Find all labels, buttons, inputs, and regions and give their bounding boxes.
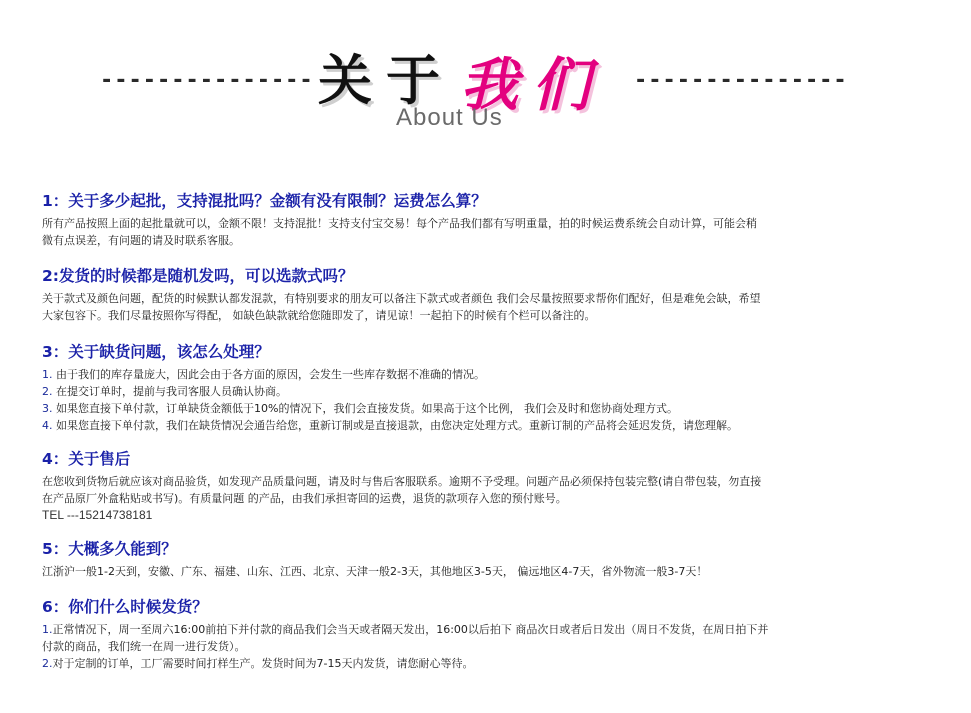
list-item [42,366,842,383]
faq-answer-line: 大家包容下。我们尽量按照你写得配， 如缺色缺款就给您随即发了，请见谅！一起拍下的时候有个栏可以备注的。 [42,309,596,322]
faq-answer-line: 所有产品按照上面的起批量就可以，金额不限！支持混批！支持支付宝交易！每个产品我们都有写明重量，拍的时候运费系统会自动计算，可能会稍 [42,217,757,230]
faq-answer-line: 江浙沪一般1-2天到，安徽、广东、福建、山东、江西、北京、天津一般2-3天，其他地区3-5天， 偏远地区4-7天，省外物流一般3-7天！ [42,565,708,578]
faq-section-2 [42,265,842,324]
right-dash-decoration: --------------- [634,68,848,93]
list-item-number: 2. [42,385,53,398]
list-item [42,655,842,672]
list-item [42,383,842,400]
list-item [42,621,842,638]
list-item-number: 4. [42,419,53,432]
faq-answer-line: 在产品原厂外盒粘贴或书写)。有质量问题 的产品，由我们承担寄回的运费，退货的款项存入您的预付账号。 [42,492,567,505]
faq-answer-line: 关于款式及颜色问题，配货的时候默认都发混款，有特别要求的朋友可以备注下款式或者颜色 我们会尽量按照要求帮你们配好，但是难免会缺，希望 [42,292,761,305]
faq-section-6 [42,596,842,672]
faq-section-5 [42,538,842,580]
faq-question: 4：关于售后 [42,450,131,468]
faq-question: 1：关于多少起批，支持混批吗？金额有没有限制？运费怎么算？ [42,192,487,210]
faq-question: 5：大概多久能到？ [42,540,177,558]
title-pink-part: 我们 [460,51,605,119]
list-item-number: 1. [42,623,53,636]
page-subtitle: About Us [396,104,503,131]
list-item [42,400,842,417]
faq-section-4 [42,448,842,524]
list-item [42,638,842,655]
faq-section-3 [42,341,842,434]
list-item [42,417,842,434]
faq-question: 3：关于缺货问题，该怎么处理？ [42,343,270,361]
faq-question: 6：你们什么时候发货？ [42,598,208,616]
faq-answer-line: 微有点误差，有问题的请及时联系客服。 [42,234,240,247]
list-item-text: 付款的商品，我们统一在周一进行发货）。 [42,640,246,653]
faq-section-1 [42,190,842,249]
about-us-header [0,0,971,150]
title-black-part: 关于 [318,49,454,112]
list-item-text: 如果您直接下单付款，我们在缺货情况会通告给您，重新订制或是直接退款，由您决定处理方式。重新订制的产品将会延迟发货，请您理解。 [56,419,738,432]
list-item-text: 在提交订单时，提前与我司客服人员确认协商。 [56,385,287,398]
list-item-text: 正常情况下，周一至周六16:00前拍下并付款的商品我们会当天或者隔天发出，16:00以后拍下 商品次日或者后日发出（周日不发货，在周日拍下并 [52,623,769,636]
left-dash-decoration: --------------- [100,68,314,93]
faq-question: 2:发货的时候都是随机发吗，可以选款式吗？ [42,267,354,285]
contact-telephone: TEL ---15214738181 [42,508,153,522]
list-item-number: 1. [42,368,53,381]
list-item-number: 2. [42,657,53,670]
list-item-text: 由于我们的库存量庞大，因此会由于各方面的原因，会发生一些库存数据不准确的情况。 [56,368,485,381]
list-item-text: 如果您直接下单付款，订单缺货金额低于10%的情况下，我们会直接发货。如果高于这个比例， 我们会及时和您协商处理方式。 [56,402,678,415]
list-item-number: 3. [42,402,53,415]
list-item-text: 对于定制的订单，工厂需要时间打样生产。发货时间为7-15天内发货，请您耐心等待。 [52,657,474,670]
faq-answer-line: 在您收到货物后就应该对商品验货，如发现产品质量问题，请及时与售后客服联系。逾期不予受理。问题产品必须保持包装完整(请自带包装，勿直接 [42,475,762,488]
